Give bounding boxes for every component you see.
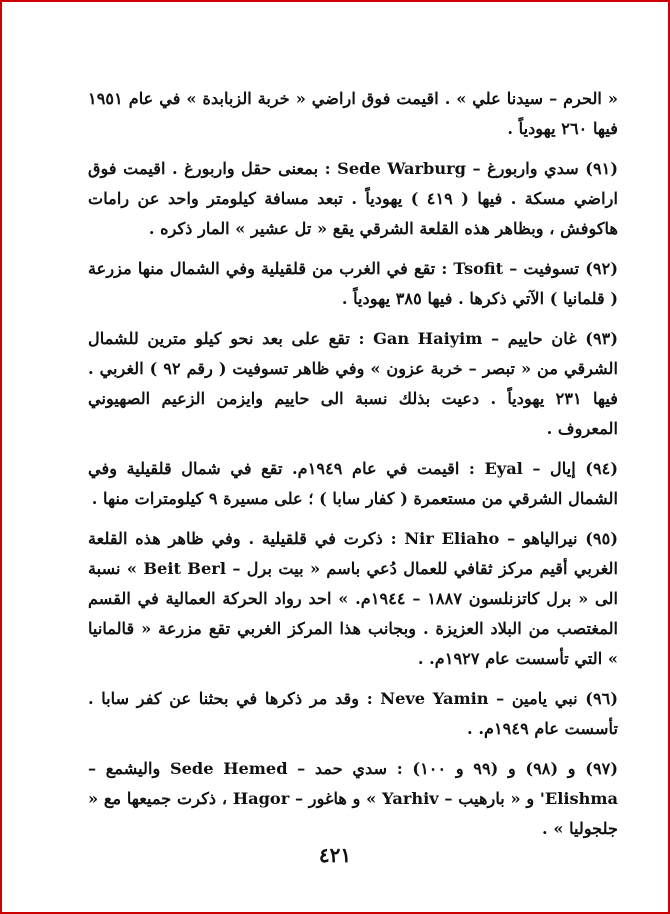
paragraph-94-eyal: (٩٤) إيال – Eyal : اقيمت في عام ١٩٤٩م. تقع في شمال قلقيلية وفي الشمال الشرقي من مستعمرة ( كفار سابا ) ؛ على مسيرة ٩ كيلومترات منها . [88, 459, 619, 508]
paragraph-93-gan-haiyim: (٩٣) غان حاييم – Gan Haiyim : تقع على بعد نحو كيلو مترين للشمال الشرقي من « تبصر – خربة عزون » وفي ظاهر تسوفيت ( رقم ٩٢ ) الغربي . فيها ٢٣١ يهودياً . دعيت بذلك نسبة الى حاييم وايزمن الزعيم الصهيوني المعروف . [88, 329, 618, 438]
paragraph-continuation: « الحرم – سيدنا علي » . اقيمت فوق اراضي « خربة الزبابدة » في عام ١٩٥١ فيها ٢٦٠ يهودياً . [88, 89, 618, 138]
paragraph-91-sede-warburg: (٩١) سدي واربورغ – Sede Warburg : بمعنى حقل واربورغ . اقيمت فوق اراضي مسكة . فيها ( ٤١٩ ) يهودياً . تبعد مسافة كيلومتر واحد عن رامات هاكوفش ، وبظاهر هذه القلعة الشرقي يقع « تل عشير » المار ذكره . [88, 159, 619, 238]
paragraph-96-neve-yamin: (٩٦) نبي يامين – Neve Yamin : وقد مر ذكرها في بحثنا عن كفر سابا . تأسست عام ١٩٤٩م. . [88, 689, 618, 738]
paragraph-92-tsofit: (٩٢) تسوفيت – Tsofit : تقع في الغرب من قلقيلية وفي الشمال منها مزرعة ( قلمانيا ) الآتي ذكرها . فيها ٣٨٥ يهودياً . [88, 259, 618, 308]
paragraph-97-100: (٩٧) و (٩٨) و (٩٩ و ١٠٠) : سدي حمد – Sede Hemed واليشمع – Elishma' و « بارهيب – Yarhiv » و هاغور – Hagor ، ذكرت جميعها مع « جلجوليا » . [88, 759, 618, 838]
page-number: ٤٢١ [318, 843, 352, 867]
paragraph-95-nir-eliaho: (٩٥) نيرالياهو – Nir Eliaho : ذكرت في قلقيلية . وفي ظاهر هذه القلعة الغربي أقيم مركز ثقافي للعمال دُعي باسم « بيت برل – Beit Berl » نسبة الى « برل كاتزنلسون ١٨٨٧ – ١٩٤٤م. » احد رواد الحركة العمالية في القسم المغتصب من البلاد العزيزة . وبجانب هذا المركز الغربي تقع مزرعة « قالمانيا » التي تأسست عام ١٩٢٧م. . [88, 529, 618, 668]
document-body [88, 84, 618, 854]
